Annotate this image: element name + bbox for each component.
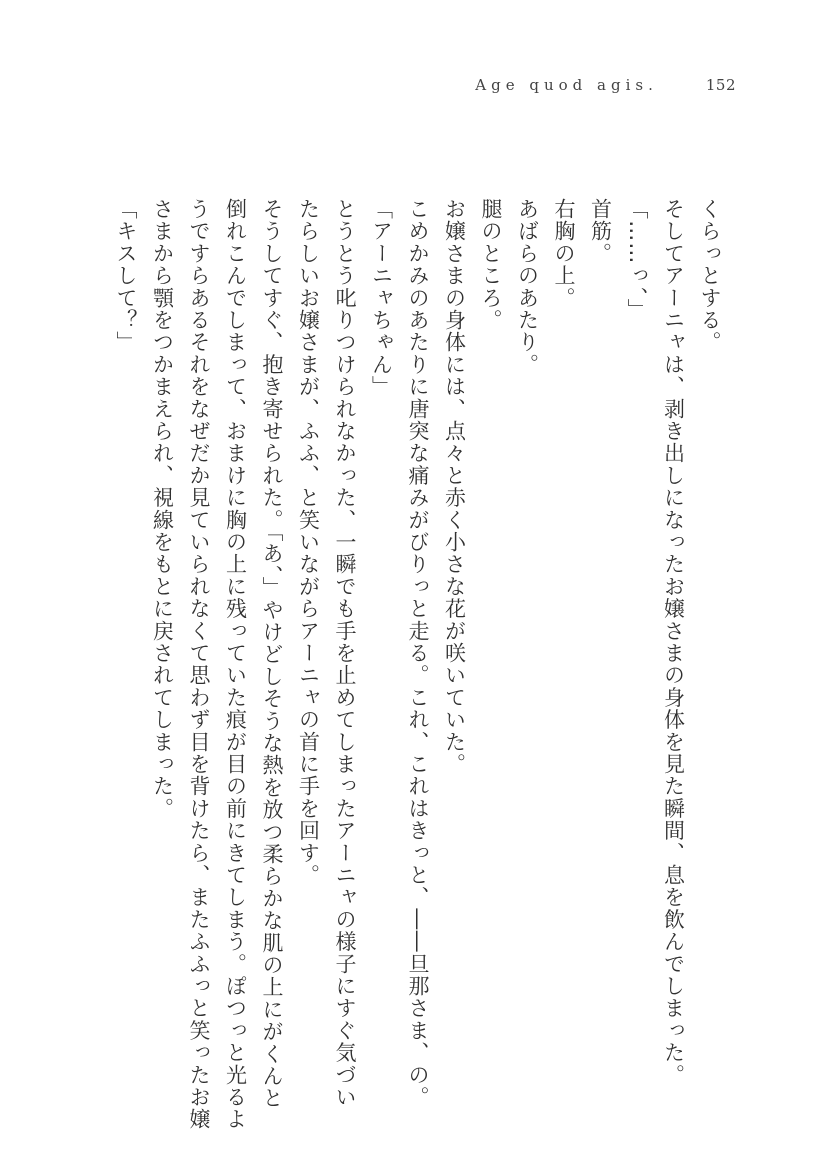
text-line: こめかみのあたりに唐突な痛みがびりっと走る。これ、これはきっと、――旦那さま、の。 [406, 198, 430, 1109]
text-line: たらしいお嬢さまが、ふふ、と笑いながらアーニャの首に手を回す。 [296, 198, 321, 887]
text-line: とうとう叱りつけられなかった、一瞬でも手を止めてしまったアーニャの様子にすぐ気づい [333, 198, 357, 1109]
page-number: 152 [705, 76, 736, 94]
vertical-text-body [108, 198, 729, 1131]
text-line: お嬢さまの身体には、点々と赤く小さな花が咲いていた。 [442, 198, 467, 776]
running-title: Age quod agis. [475, 76, 658, 94]
running-header [475, 76, 736, 94]
text-line: 「……っ、」 [625, 198, 649, 321]
text-line: さまから顎をつかまえられ、視線をもとに戻されてしまった。 [150, 198, 175, 820]
text-line: 「アーニャちゃん」 [369, 198, 394, 398]
text-line: そうしてすぐ、抱き寄せられた。「あ、」やけどしそうな熱を放つ柔らかな肌の上にがくんと [260, 198, 284, 1110]
text-line: あばらのあたり。 [515, 198, 540, 376]
text-line: 腿のところ。 [479, 198, 503, 332]
text-line: うですらあるそれをなぜだか見ていられなくて思わず目を背けたら、またふふっと笑ったお嬢 [187, 198, 211, 1131]
text-line: そしてアーニャは、剥き出しになったお嬢さまの身体を見た瞬間、息を飲んでしまった。 [661, 198, 686, 1086]
text-line: 首筋。 [588, 198, 613, 265]
text-line: 倒れこんでしまって、おまけに胸の上に残っていた痕が目の前にきてしまう。ぽつっと光るよ [223, 198, 248, 1131]
text-line: くらっとする。 [698, 198, 722, 354]
text-line: 右胸の上。 [552, 198, 576, 309]
text-line: 「キスして？」 [114, 198, 138, 354]
